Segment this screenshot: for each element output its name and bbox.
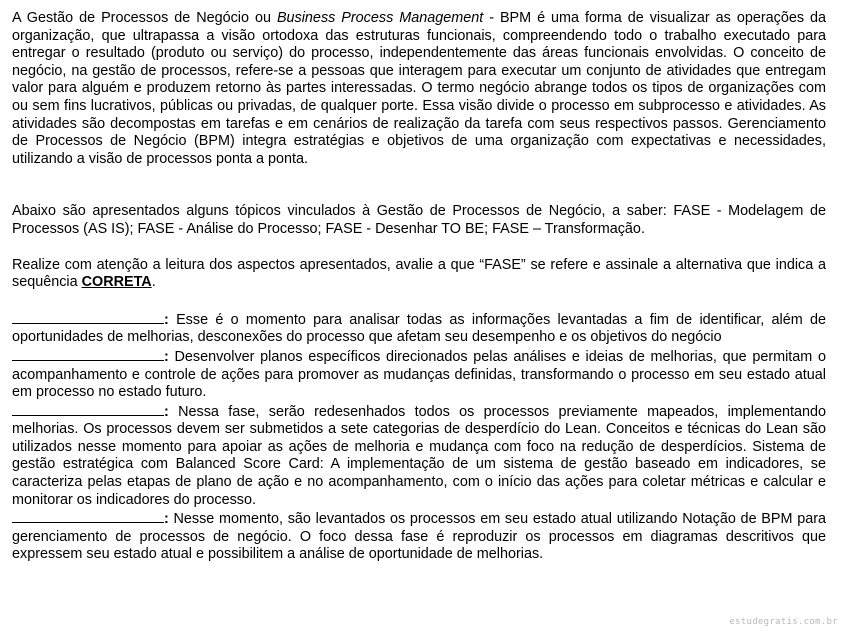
answer-blank-2 — [12, 347, 164, 361]
item-paragraph-1 — [12, 310, 826, 347]
topics-paragraph: Abaixo são apresentados alguns tópicos vinculados à Gestão de Processos de Negócio, a saber: FASE - Modelagem de Processos (AS IS); FASE - Análise do Processo; FASE - Desenhar TO BE; FASE – Transformação. — [12, 203, 826, 237]
intro-prefix: A Gestão de Processos de Negócio ou — [12, 10, 277, 26]
intro-paragraph — [12, 10, 826, 168]
item-text-3: Nessa fase, serão redesenhados todos os processos previamente mapeados, implementando melhorias. Os processos devem ser submetidos a sete categorias de desperdício do Lean. Conceitos e técnicas do Lean são utilizados nesse momento para apoiar as ações de melhoria e mudança com foco na redução de desperdícios. Sistema de gestão estratégica com Balanced Score Card: A implementação de um sistema de gestão baseado em indicadores, se caracteriza pelas etapas de plano de ação e no acompanhamento, com o início das ações para coletar métricas e calcular e monitorar os indicadores do processo. — [12, 403, 826, 508]
item-paragraph-2 — [12, 347, 826, 402]
question-document — [12, 10, 826, 564]
item-paragraph-4 — [12, 509, 826, 564]
answer-blank-3 — [12, 402, 164, 416]
instruction-text: Realize com atenção a leitura dos aspectos apresentados, avalie a que “FASE” se refere e assinale a alternativa que indica a sequência — [12, 256, 826, 291]
watermark: estudegratis.com.br — [729, 617, 838, 627]
intro-italic-term: Business Process Management — [276, 10, 484, 26]
item-colon: : — [164, 511, 169, 528]
item-colon: : — [164, 348, 169, 365]
answer-blank-1 — [12, 310, 164, 324]
intro-text: - BPM é uma forma de visualizar as operações da organização, que ultrapassa a visão ortodoxa das estruturas funcionais, compreendendo todo o trabalho executado para entregar o resultado (produto ou serviço) do processo, independentemente das áreas funcionais envolvidas. O conceito de negócio, na gestão de processos, refere-se a pessoas que interagem para executar um conjunto de atividades que entregam valor para alguém e produzem retorno às partes interessadas. O termo negócio abrange todos os tipos de organizações com ou sem fins lucrativos, públicas ou privadas, de qualquer porte. Essa visão divide o processo em subprocesso e atividades. As atividades são decompostas em tarefas e em cenários de realização da tarefa com seus respectivos passos. Gerenciamento de Processos de Negócio (BPM) integra estratégias e objetivos de uma organização com expectativas e necessidades, utilizando a visão de processos ponta a ponta. — [12, 10, 826, 167]
item-text-2: Desenvolver planos específicos direcionados pelas análises e ideias de melhorias, que permitam o acompanhamento e controle de ações para promover as mudanças definidas, transformando o processo em seu estado atual em processo no estado futuro. — [12, 348, 826, 401]
instruction-emphasis: CORRETA — [81, 274, 152, 291]
item-text-4: Nesse momento, são levantados os processos em seu estado atual utilizando Notação de BPM para gerenciamento de processos de negócio. O foco dessa fase é reproduzir os processos em diagramas descritivos que expressem seu estado atual e possibilitem a análise de oportunidade de melhorias. — [12, 511, 826, 563]
item-paragraph-3 — [12, 402, 826, 510]
item-colon: : — [164, 311, 169, 328]
item-text-1: Esse é o momento para analisar todas as informações levantadas a fim de identificar, além de oportunidades de melhorias, desconexões do processo que afetam seu desempenho e os objetivos do negócio — [12, 311, 826, 346]
answer-blank-4 — [12, 509, 164, 523]
instruction-end: . — [151, 274, 156, 291]
instruction-paragraph — [12, 257, 826, 292]
item-colon: : — [164, 403, 169, 420]
